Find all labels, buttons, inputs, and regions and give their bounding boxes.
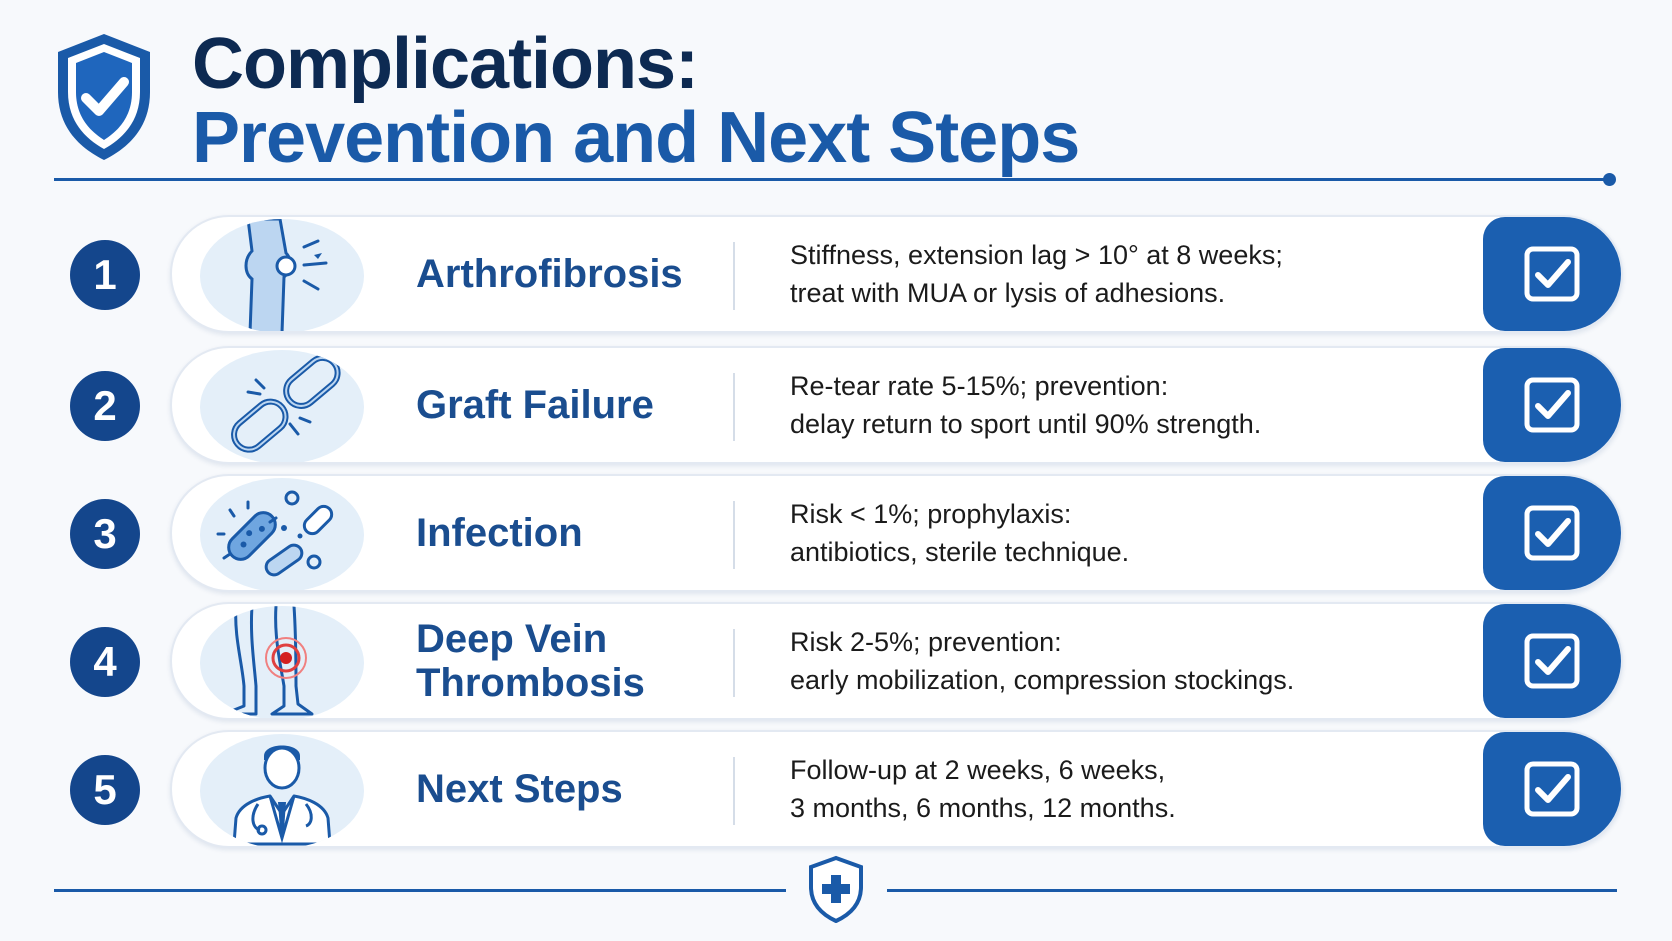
complication-title-line1: Deep Vein <box>416 617 608 661</box>
complication-title <box>416 604 716 718</box>
complication-row-next-steps <box>0 730 1672 848</box>
shield-check-icon <box>50 30 158 164</box>
complication-title: Graft Failure <box>416 383 654 427</box>
complication-description <box>790 476 1490 590</box>
footer-divider-left <box>54 889 786 892</box>
icon-container <box>200 734 364 848</box>
complication-title: Arthrofibrosis <box>416 252 683 296</box>
step-number-badge: 4 <box>70 627 140 697</box>
complication-description <box>790 732 1490 846</box>
complication-title: Next Steps <box>416 767 623 811</box>
description-line1: Follow-up at 2 weeks, 6 weeks, <box>790 755 1166 785</box>
column-divider <box>733 373 735 441</box>
description-line2: 3 months, 6 months, 12 months. <box>790 793 1176 823</box>
icon-container <box>200 478 364 592</box>
footer-divider-right <box>887 889 1617 892</box>
complication-card <box>170 474 1623 592</box>
leg-clot-icon <box>200 606 364 720</box>
checkbox-checked-icon <box>1522 375 1582 435</box>
step-number-badge: 2 <box>70 371 140 441</box>
step-number-badge: 3 <box>70 499 140 569</box>
column-divider <box>733 757 735 825</box>
page-title-line2: Prevention and Next Steps <box>192 98 1080 178</box>
knee-joint-icon <box>200 219 364 333</box>
checkbox-checked-icon <box>1522 759 1582 819</box>
description-line2: early mobilization, compression stockings. <box>790 665 1295 695</box>
description-line1: Re-tear rate 5-15%; prevention: <box>790 371 1169 401</box>
header-divider-dot <box>1603 173 1616 186</box>
check-tab <box>1483 476 1621 590</box>
shield-medical-cross-icon <box>807 855 865 923</box>
description-line1: Risk 2-5%; prevention: <box>790 627 1062 657</box>
complication-description <box>790 217 1490 331</box>
checkbox-checked-icon <box>1522 244 1582 304</box>
complication-card <box>170 730 1623 848</box>
step-number-badge: 5 <box>70 755 140 825</box>
description-line2: treat with MUA or lysis of adhesions. <box>790 278 1226 308</box>
icon-container <box>200 350 364 464</box>
icon-container <box>200 606 364 720</box>
column-divider <box>733 629 735 697</box>
checkbox-checked-icon <box>1522 631 1582 691</box>
complication-card <box>170 215 1623 333</box>
check-tab <box>1483 217 1621 331</box>
complication-card <box>170 602 1623 720</box>
check-tab <box>1483 732 1621 846</box>
description-line2: delay return to sport until 90% strength. <box>790 409 1262 439</box>
complication-title-line2: Thrombosis <box>416 661 645 705</box>
description-line2: antibiotics, sterile technique. <box>790 537 1130 567</box>
complication-card <box>170 346 1623 464</box>
complication-title: Infection <box>416 511 583 555</box>
header-divider <box>54 178 1609 181</box>
doctor-icon <box>200 734 364 848</box>
icon-container <box>200 219 364 333</box>
check-tab <box>1483 604 1621 718</box>
complication-row-arthrofibrosis <box>0 215 1672 333</box>
complication-row-infection <box>0 474 1672 592</box>
bacteria-icon <box>200 478 364 592</box>
complication-row-graft-failure <box>0 346 1672 464</box>
column-divider <box>733 501 735 569</box>
header <box>0 0 1672 190</box>
complication-description <box>790 604 1490 718</box>
description-line1: Risk < 1%; prophylaxis: <box>790 499 1072 529</box>
checkbox-checked-icon <box>1522 503 1582 563</box>
description-line1: Stiffness, extension lag > 10° at 8 weeks; <box>790 240 1283 270</box>
broken-chain-icon <box>200 350 364 464</box>
complication-description <box>790 348 1490 462</box>
column-divider <box>733 242 735 310</box>
check-tab <box>1483 348 1621 462</box>
complication-row-dvt <box>0 602 1672 720</box>
page-title-line1: Complications: <box>192 24 699 104</box>
step-number-badge: 1 <box>70 240 140 310</box>
